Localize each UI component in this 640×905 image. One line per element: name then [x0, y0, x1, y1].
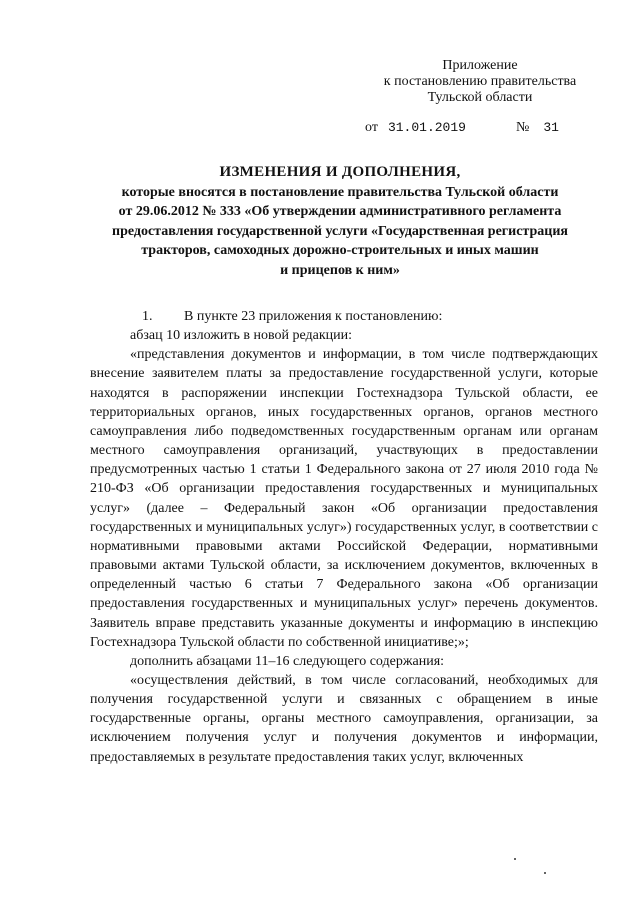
paragraph-2: «представления документов и информации, в том числе подтверждающих внесение заявителем платы за предоставление государственной услуги, которые находятся в распоряжении инспекции Гостехнадзора Тульской области, ее территориальных органов, иных государственных органов, органов местного самоуправления либо подведомственных государственным органам или органам местного самоуправления организаций, участвующих в предоставлении предусмотренных частью 1 статьи 1 Федерального закона от 27 июля 2010 года № 210-ФЗ «Об организации предоставления государственных и муниципальных услуг» (далее – Федеральный закон «Об организации предоставления государственных и муниципальных услуг») государственных услуг, в соответствии с нормативными правовыми актами Российской Федерации, нормативными правовыми актами Тульской области, за исключением документов, включенных в определенный частью 6 статьи 7 Федерального закона «Об организации предоставления государственных и муниципальных услуг» перечень документов. Заявитель вправе представить указанные документы и информацию в инспекцию Гостехнадзора Тульской области по собственной инициативе;»; [90, 347, 598, 650]
heading-line-6: и прицепов к ним» [280, 262, 400, 278]
document-body [90, 307, 598, 767]
number-value: 31 [543, 120, 559, 135]
document-heading [60, 163, 620, 280]
heading-line-5: тракторов, самоходных дорожно-строительных и иных машин [141, 243, 539, 258]
date-number-line [365, 120, 559, 136]
paragraph-3: дополнить абзацами 11–16 следующего содержания: [130, 653, 445, 669]
number-label: № [515, 120, 530, 135]
point-number: 1. [142, 309, 153, 324]
heading-line-2: которые вносятся в постановление правительства Тульской области [121, 184, 559, 200]
heading-line-3: от 29.06.2012 № 333 «Об утверждении административного регламента [118, 204, 562, 219]
paragraph-1: абзац 10 изложить в новой редакции: [130, 328, 353, 344]
appendix-reference: к постановлению правительства [383, 74, 577, 89]
appendix-region: Тульской области [427, 90, 533, 105]
appendix-block [360, 58, 600, 106]
point-text: В пункте 23 приложения к постановлению: [184, 309, 443, 324]
point-1 [90, 307, 598, 326]
heading-title: ИЗМЕНЕНИЯ И ДОПОЛНЕНИЯ, [219, 164, 461, 180]
date-value: 31.01.2019 [387, 120, 466, 135]
scan-speck [544, 872, 546, 874]
scan-speck [514, 858, 516, 860]
heading-line-4: предоставления государственной услуги «Государственная регистрация [112, 223, 568, 239]
paragraph-4: «осуществления действий, в том числе согласований, необходимых для получения государственной услуги и связанных с обращением в иные государственные органы, органы местного самоуправления, организации, за исключением получения услуг и получения документов и информации, предоставляемых в результате предоставления таких услуг, включенных [90, 672, 598, 765]
date-label: от [365, 120, 378, 135]
appendix-title: Приложение [442, 58, 518, 73]
